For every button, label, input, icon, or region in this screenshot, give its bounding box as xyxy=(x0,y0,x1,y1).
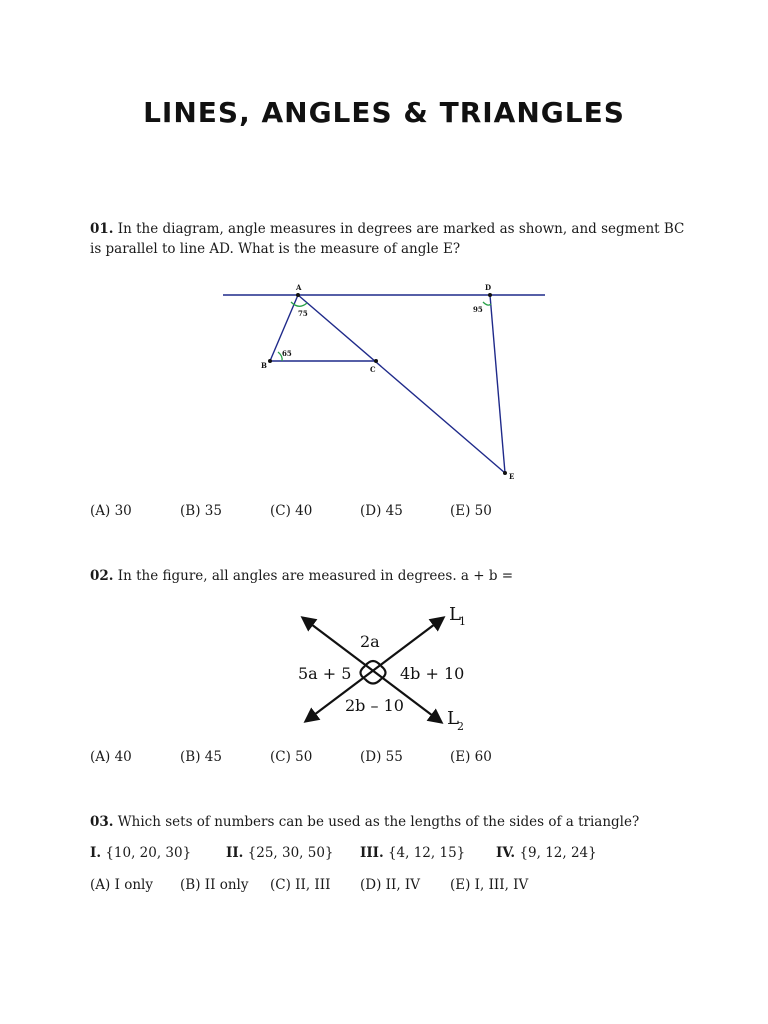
angle-label-a: 75 xyxy=(298,309,308,318)
question-2-text: In the figure, all angles are measured in degrees. a + b = xyxy=(117,568,514,584)
question-1-number: 01. xyxy=(90,221,114,237)
choice-a[interactable]: (A) 30 xyxy=(90,503,132,519)
question-1-text: In the diagram, angle measures in degrees are marked as shown, and segment BC is parallel to line AD. What is the measure of angle E? xyxy=(90,221,685,257)
label-l2-sub: 2 xyxy=(457,720,464,733)
set-iv xyxy=(496,845,597,861)
question-3-text: Which sets of numbers can be used as the lengths of the sides of a triangle? xyxy=(117,814,640,830)
set-ii-value: {25, 30, 50} xyxy=(247,845,334,861)
set-ii xyxy=(226,845,334,861)
choice-e[interactable]: (E) I, III, IV xyxy=(450,877,529,893)
choice-b[interactable]: (B) 35 xyxy=(180,503,222,519)
set-ii-roman: II. xyxy=(226,845,244,861)
choice-c[interactable]: (C) 40 xyxy=(270,503,313,519)
choice-c[interactable]: (C) II, III xyxy=(270,877,331,893)
angle-label-b: 65 xyxy=(282,349,292,358)
choice-e[interactable]: (E) 50 xyxy=(450,503,492,519)
set-i-value: {10, 20, 30} xyxy=(105,845,192,861)
label-l2: L xyxy=(447,708,459,729)
choice-d[interactable]: (D) II, IV xyxy=(360,877,420,893)
label-l1-sub: 1 xyxy=(459,615,466,628)
label-a: A xyxy=(296,283,302,292)
choice-a[interactable]: (A) 40 xyxy=(90,749,132,765)
label-l1: L xyxy=(449,604,461,625)
choice-d[interactable]: (D) 45 xyxy=(360,503,403,519)
choice-b[interactable]: (B) 45 xyxy=(180,749,222,765)
label-b: B xyxy=(261,361,267,370)
set-i xyxy=(90,845,191,861)
set-iv-value: {9, 12, 24} xyxy=(519,845,597,861)
label-2b-minus-10: 2b – 10 xyxy=(345,696,404,715)
choice-a[interactable]: (A) I only xyxy=(90,877,153,893)
set-iii-value: {4, 12, 15} xyxy=(387,845,466,861)
label-c: C xyxy=(370,365,376,374)
set-iv-roman: IV. xyxy=(496,845,516,861)
choice-c[interactable]: (C) 50 xyxy=(270,749,313,765)
label-d: D xyxy=(485,283,492,292)
question-3-number: 03. xyxy=(90,814,114,830)
set-i-roman: I. xyxy=(90,845,102,861)
set-iii xyxy=(360,845,465,861)
label-2a: 2a xyxy=(360,632,380,651)
choice-e[interactable]: (E) 60 xyxy=(450,749,492,765)
page-title: LINES, ANGLES & TRIANGLES xyxy=(143,96,625,129)
question-3 xyxy=(90,812,690,832)
set-iii-roman: III. xyxy=(360,845,384,861)
choice-d[interactable]: (D) 55 xyxy=(360,749,403,765)
label-4b-plus-10: 4b + 10 xyxy=(400,664,465,683)
angle-arc-bottom xyxy=(365,679,381,684)
angle-label-d: 95 xyxy=(473,305,483,314)
label-e: E xyxy=(509,472,515,481)
label-5a-plus-5: 5a + 5 xyxy=(298,664,352,683)
question-2-number: 02. xyxy=(90,568,114,584)
choice-b[interactable]: (B) II only xyxy=(180,877,249,893)
